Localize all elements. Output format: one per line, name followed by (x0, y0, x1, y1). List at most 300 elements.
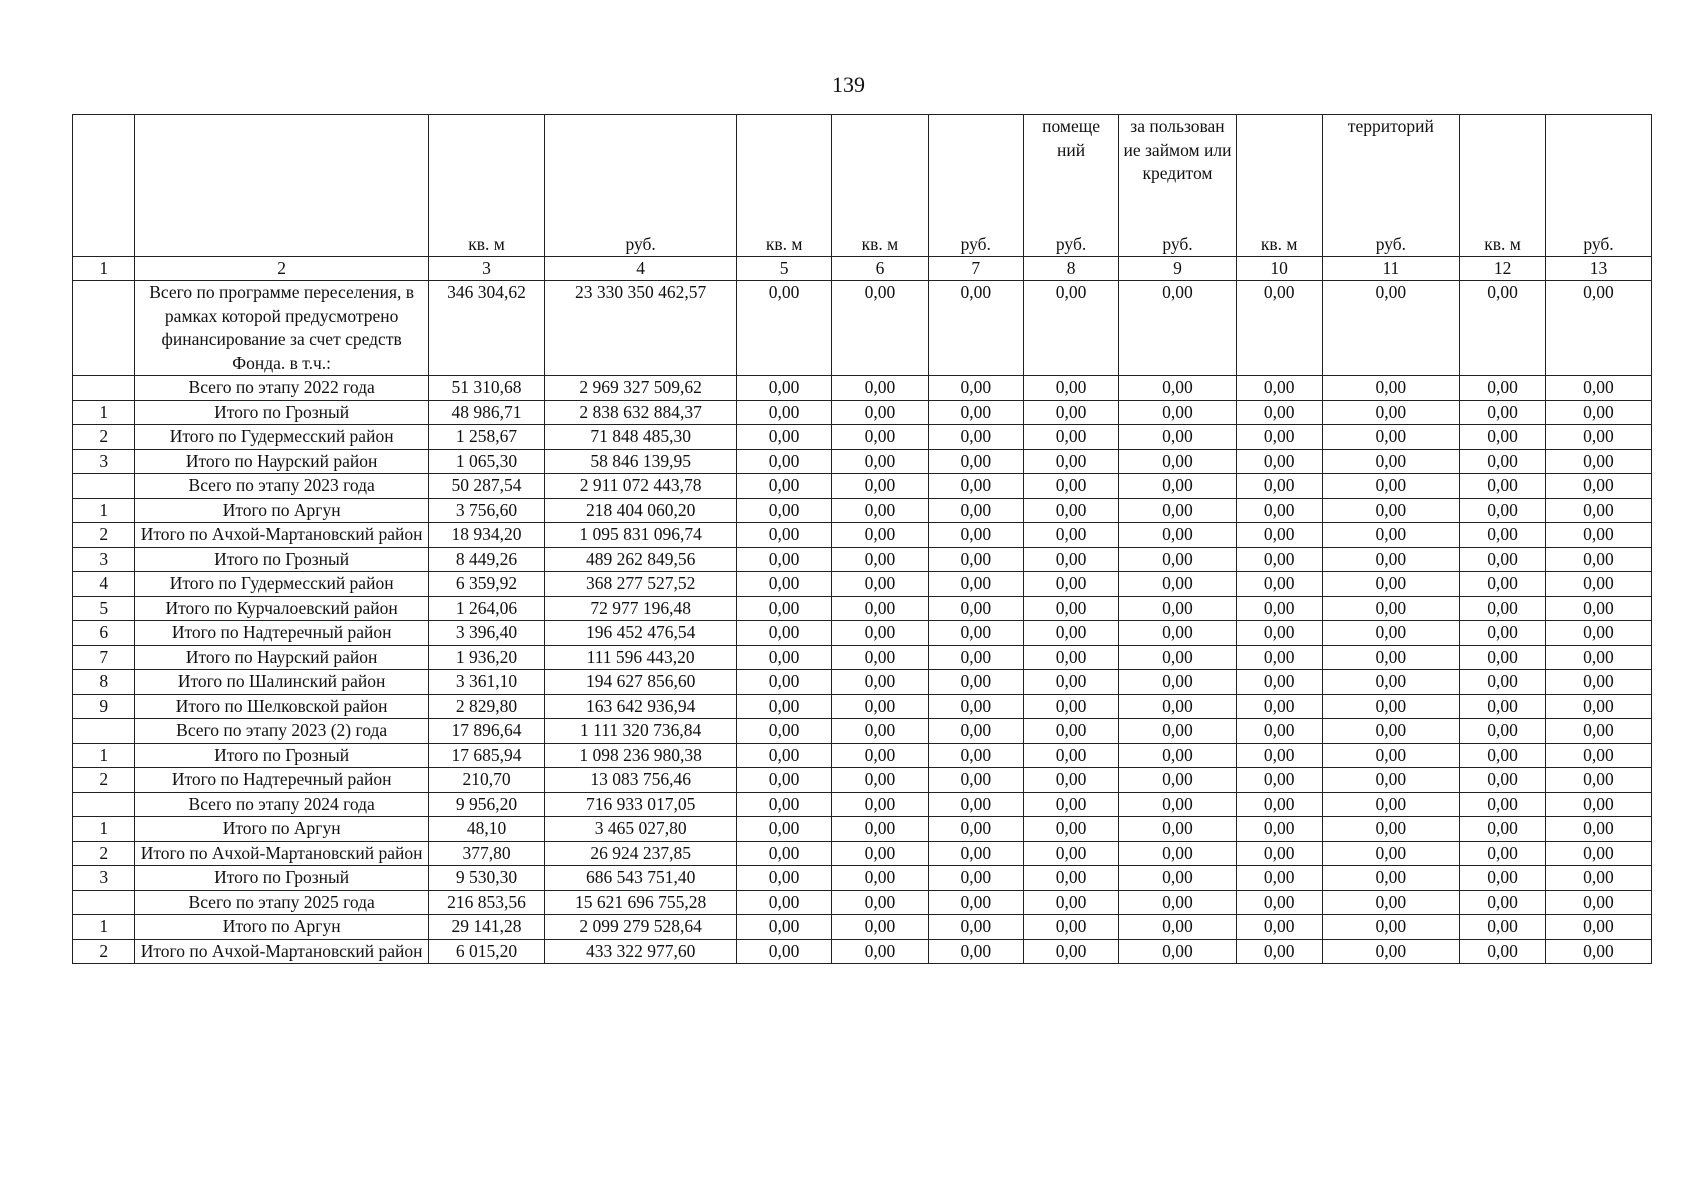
row-number: 7 (73, 645, 135, 670)
row-value: 0,00 (1322, 572, 1460, 597)
row-value: 0,00 (1023, 572, 1118, 597)
row-value: 0,00 (928, 376, 1023, 401)
row-cost: 2 969 327 509,62 (545, 376, 737, 401)
row-value: 0,00 (1119, 498, 1237, 523)
row-value: 0,00 (736, 817, 831, 842)
row-value: 0,00 (1119, 841, 1237, 866)
row-value: 0,00 (1322, 915, 1460, 940)
row-value: 0,00 (1023, 719, 1118, 744)
row-value: 0,00 (1322, 670, 1460, 695)
row-value: 0,00 (1322, 719, 1460, 744)
row-cost: 196 452 476,54 (545, 621, 737, 646)
row-value: 0,00 (832, 523, 928, 548)
row-value: 0,00 (1119, 890, 1237, 915)
row-name: Всего по этапу 2022 года (135, 376, 428, 401)
row-cost: 1 095 831 096,74 (545, 523, 737, 548)
row-value: 0,00 (928, 547, 1023, 572)
row-value: 0,00 (736, 841, 831, 866)
header-unit-cell: руб. (1545, 233, 1651, 257)
row-number: 3 (73, 866, 135, 891)
row-value: 0,00 (1023, 400, 1118, 425)
row-value: 0,00 (1119, 572, 1237, 597)
row-value: 0,00 (928, 498, 1023, 523)
row-value: 0,00 (1322, 400, 1460, 425)
column-number: 2 (135, 257, 428, 281)
header-unit-cell: кв. м (1236, 233, 1322, 257)
row-value: 0,00 (1460, 792, 1546, 817)
row-value: 0,00 (1236, 817, 1322, 842)
table-row (73, 817, 1652, 842)
row-value: 0,00 (736, 694, 831, 719)
row-value: 0,00 (736, 376, 831, 401)
row-value: 0,00 (1119, 792, 1237, 817)
row-value: 0,00 (1322, 890, 1460, 915)
row-value: 0,00 (1545, 915, 1651, 940)
column-number: 12 (1460, 257, 1546, 281)
header-text-cell (428, 115, 544, 234)
row-value: 0,00 (736, 768, 831, 793)
table-row (73, 841, 1652, 866)
row-name: Всего по программе переселения, в рамках которой предусмотрено финансирование за счет средств Фонда. в т.ч.: (135, 281, 428, 376)
row-number: 2 (73, 523, 135, 548)
row-number: 2 (73, 939, 135, 964)
row-area: 210,70 (428, 768, 544, 793)
row-value: 0,00 (736, 281, 831, 376)
row-value: 0,00 (928, 939, 1023, 964)
row-name: Итого по Грозный (135, 547, 428, 572)
row-value: 0,00 (1023, 645, 1118, 670)
row-name: Итого по Гудермесский район (135, 425, 428, 450)
header-text-cell (1545, 115, 1651, 234)
row-cost: 3 465 027,80 (545, 817, 737, 842)
row-value: 0,00 (1023, 425, 1118, 450)
header-unit-cell: руб. (928, 233, 1023, 257)
row-value: 0,00 (1119, 817, 1237, 842)
row-value: 0,00 (928, 694, 1023, 719)
row-value: 0,00 (1545, 449, 1651, 474)
column-number: 4 (545, 257, 737, 281)
row-value: 0,00 (736, 890, 831, 915)
row-value: 0,00 (736, 670, 831, 695)
header-unit-cell: руб. (1119, 233, 1237, 257)
row-value: 0,00 (1119, 474, 1237, 499)
row-value: 0,00 (1460, 719, 1546, 744)
row-area: 48 986,71 (428, 400, 544, 425)
row-value: 0,00 (832, 474, 928, 499)
row-value: 0,00 (1119, 719, 1237, 744)
row-value: 0,00 (1119, 621, 1237, 646)
row-value: 0,00 (1322, 792, 1460, 817)
row-value: 0,00 (1023, 694, 1118, 719)
row-value: 0,00 (1023, 743, 1118, 768)
page-number: 139 (832, 72, 865, 97)
row-value: 0,00 (736, 743, 831, 768)
row-number: 1 (73, 915, 135, 940)
header-unit-cell: руб. (1023, 233, 1118, 257)
row-value: 0,00 (1460, 743, 1546, 768)
row-area: 18 934,20 (428, 523, 544, 548)
row-value: 0,00 (1322, 939, 1460, 964)
row-value: 0,00 (1460, 621, 1546, 646)
header-text-cell: территорий (1322, 115, 1460, 234)
row-value: 0,00 (1322, 596, 1460, 621)
row-value: 0,00 (1545, 474, 1651, 499)
row-number (73, 890, 135, 915)
row-cost: 489 262 849,56 (545, 547, 737, 572)
row-area: 1 936,20 (428, 645, 544, 670)
row-value: 0,00 (1322, 768, 1460, 793)
row-value: 0,00 (928, 768, 1023, 793)
row-value: 0,00 (832, 376, 928, 401)
row-value: 0,00 (1322, 817, 1460, 842)
row-value: 0,00 (832, 719, 928, 744)
row-value: 0,00 (1545, 645, 1651, 670)
row-value: 0,00 (1236, 281, 1322, 376)
table-row (73, 596, 1652, 621)
row-area: 9 530,30 (428, 866, 544, 891)
row-name: Итого по Шелковской район (135, 694, 428, 719)
row-value: 0,00 (1545, 768, 1651, 793)
row-value: 0,00 (1322, 474, 1460, 499)
row-area: 216 853,56 (428, 890, 544, 915)
row-value: 0,00 (1119, 939, 1237, 964)
row-cost: 433 322 977,60 (545, 939, 737, 964)
row-value: 0,00 (928, 645, 1023, 670)
table-row (73, 376, 1652, 401)
row-value: 0,00 (736, 621, 831, 646)
row-value: 0,00 (1023, 596, 1118, 621)
row-value: 0,00 (1023, 890, 1118, 915)
row-value: 0,00 (928, 670, 1023, 695)
row-value: 0,00 (928, 866, 1023, 891)
row-value: 0,00 (1545, 866, 1651, 891)
row-value: 0,00 (832, 939, 928, 964)
row-area: 6 359,92 (428, 572, 544, 597)
row-value: 0,00 (928, 400, 1023, 425)
header-text-cell (928, 115, 1023, 234)
row-cost: 218 404 060,20 (545, 498, 737, 523)
row-value: 0,00 (832, 498, 928, 523)
row-value: 0,00 (832, 621, 928, 646)
row-number: 2 (73, 425, 135, 450)
row-area: 17 685,94 (428, 743, 544, 768)
row-number (73, 719, 135, 744)
row-value: 0,00 (928, 841, 1023, 866)
row-value: 0,00 (736, 596, 831, 621)
header-unit-cell: кв. м (736, 233, 831, 257)
row-value: 0,00 (1236, 596, 1322, 621)
row-value: 0,00 (928, 743, 1023, 768)
row-value: 0,00 (1236, 866, 1322, 891)
row-name: Итого по Ачхой-Мартановский район (135, 939, 428, 964)
row-value: 0,00 (928, 915, 1023, 940)
table-row (73, 890, 1652, 915)
row-value: 0,00 (1119, 694, 1237, 719)
row-value: 0,00 (1545, 547, 1651, 572)
header-text-cell (73, 115, 135, 234)
row-name: Итого по Ачхой-Мартановский район (135, 523, 428, 548)
table-row (73, 915, 1652, 940)
row-value: 0,00 (1236, 719, 1322, 744)
row-number (73, 376, 135, 401)
row-value: 0,00 (1023, 498, 1118, 523)
table-row (73, 281, 1652, 376)
row-name: Всего по этапу 2023 (2) года (135, 719, 428, 744)
row-value: 0,00 (1236, 376, 1322, 401)
row-area: 29 141,28 (428, 915, 544, 940)
row-value: 0,00 (736, 449, 831, 474)
table-row (73, 621, 1652, 646)
row-value: 0,00 (1236, 547, 1322, 572)
row-area: 1 264,06 (428, 596, 544, 621)
row-value: 0,00 (1545, 817, 1651, 842)
row-value: 0,00 (1023, 841, 1118, 866)
row-number: 3 (73, 547, 135, 572)
row-name: Всего по этапу 2024 года (135, 792, 428, 817)
row-value: 0,00 (1023, 449, 1118, 474)
row-value: 0,00 (1460, 425, 1546, 450)
row-value: 0,00 (1545, 621, 1651, 646)
row-name: Итого по Ачхой-Мартановский район (135, 841, 428, 866)
row-cost: 2 838 632 884,37 (545, 400, 737, 425)
row-value: 0,00 (832, 449, 928, 474)
row-name: Всего по этапу 2025 года (135, 890, 428, 915)
row-area: 48,10 (428, 817, 544, 842)
row-value: 0,00 (736, 400, 831, 425)
row-area: 3 756,60 (428, 498, 544, 523)
row-value: 0,00 (1236, 425, 1322, 450)
row-number: 1 (73, 743, 135, 768)
row-value: 0,00 (1460, 645, 1546, 670)
row-cost: 26 924 237,85 (545, 841, 737, 866)
row-cost: 23 330 350 462,57 (545, 281, 737, 376)
row-area: 6 015,20 (428, 939, 544, 964)
row-value: 0,00 (1545, 670, 1651, 695)
row-value: 0,00 (1545, 572, 1651, 597)
row-value: 0,00 (832, 425, 928, 450)
row-value: 0,00 (832, 281, 928, 376)
row-name: Итого по Курчалоевский район (135, 596, 428, 621)
row-value: 0,00 (1460, 572, 1546, 597)
column-number: 13 (1545, 257, 1651, 281)
row-value: 0,00 (928, 817, 1023, 842)
row-value: 0,00 (1460, 523, 1546, 548)
header-unit-cell: руб. (545, 233, 737, 257)
row-name: Итого по Аргун (135, 817, 428, 842)
row-value: 0,00 (1236, 939, 1322, 964)
row-value: 0,00 (832, 596, 928, 621)
row-value: 0,00 (1023, 768, 1118, 793)
row-value: 0,00 (1236, 915, 1322, 940)
row-cost: 13 083 756,46 (545, 768, 737, 793)
header-unit-cell (73, 233, 135, 257)
row-value: 0,00 (832, 645, 928, 670)
table-row (73, 719, 1652, 744)
row-name: Итого по Грозный (135, 866, 428, 891)
header-text-cell (545, 115, 737, 234)
row-value: 0,00 (736, 645, 831, 670)
row-number: 6 (73, 621, 135, 646)
row-value: 0,00 (1119, 523, 1237, 548)
column-number: 8 (1023, 257, 1118, 281)
table-row (73, 939, 1652, 964)
row-number (73, 474, 135, 499)
row-number: 2 (73, 841, 135, 866)
table-row (73, 670, 1652, 695)
row-value: 0,00 (928, 281, 1023, 376)
table-row (73, 400, 1652, 425)
column-number: 3 (428, 257, 544, 281)
table-row (73, 449, 1652, 474)
row-value: 0,00 (1236, 768, 1322, 793)
row-value: 0,00 (1545, 523, 1651, 548)
row-value: 0,00 (832, 841, 928, 866)
column-number: 1 (73, 257, 135, 281)
row-value: 0,00 (1460, 474, 1546, 499)
row-value: 0,00 (1023, 939, 1118, 964)
row-value: 0,00 (1322, 694, 1460, 719)
row-value: 0,00 (1236, 400, 1322, 425)
row-value: 0,00 (928, 474, 1023, 499)
row-value: 0,00 (1545, 743, 1651, 768)
row-value: 0,00 (1236, 694, 1322, 719)
row-value: 0,00 (1545, 376, 1651, 401)
row-value: 0,00 (1545, 425, 1651, 450)
row-number (73, 792, 135, 817)
row-value: 0,00 (736, 523, 831, 548)
row-name: Итого по Наурский район (135, 645, 428, 670)
row-cost: 686 543 751,40 (545, 866, 737, 891)
row-value: 0,00 (736, 547, 831, 572)
row-value: 0,00 (1023, 670, 1118, 695)
header-unit-cell: кв. м (428, 233, 544, 257)
header-unit-cell (135, 233, 428, 257)
row-name: Итого по Шалинский район (135, 670, 428, 695)
row-cost: 163 642 936,94 (545, 694, 737, 719)
row-value: 0,00 (832, 768, 928, 793)
row-value: 0,00 (1322, 449, 1460, 474)
row-cost: 1 111 320 736,84 (545, 719, 737, 744)
row-name: Итого по Аргун (135, 498, 428, 523)
row-value: 0,00 (736, 425, 831, 450)
row-name: Итого по Надтеречный район (135, 621, 428, 646)
row-number: 4 (73, 572, 135, 597)
header-text-cell (832, 115, 928, 234)
row-value: 0,00 (928, 425, 1023, 450)
row-value: 0,00 (1460, 817, 1546, 842)
row-area: 8 449,26 (428, 547, 544, 572)
row-value: 0,00 (1236, 841, 1322, 866)
header-text-cell (1460, 115, 1546, 234)
row-number: 8 (73, 670, 135, 695)
row-value: 0,00 (1460, 768, 1546, 793)
row-area: 377,80 (428, 841, 544, 866)
header-number-row (73, 257, 1652, 281)
row-value: 0,00 (832, 572, 928, 597)
row-value: 0,00 (1023, 281, 1118, 376)
row-value: 0,00 (1023, 547, 1118, 572)
column-number: 7 (928, 257, 1023, 281)
row-value: 0,00 (736, 866, 831, 891)
row-value: 0,00 (1236, 743, 1322, 768)
resettlement-table (72, 114, 1652, 964)
row-value: 0,00 (1236, 621, 1322, 646)
row-value: 0,00 (736, 915, 831, 940)
row-cost: 1 098 236 980,38 (545, 743, 737, 768)
header-unit-row (73, 233, 1652, 257)
row-value: 0,00 (832, 547, 928, 572)
row-area: 3 361,10 (428, 670, 544, 695)
row-name: Итого по Грозный (135, 400, 428, 425)
row-value: 0,00 (832, 817, 928, 842)
row-area: 1 065,30 (428, 449, 544, 474)
row-value: 0,00 (1460, 281, 1546, 376)
column-number: 10 (1236, 257, 1322, 281)
row-value: 0,00 (1236, 523, 1322, 548)
row-value: 0,00 (1236, 498, 1322, 523)
row-value: 0,00 (1119, 670, 1237, 695)
row-value: 0,00 (1460, 915, 1546, 940)
row-value: 0,00 (1119, 915, 1237, 940)
row-cost: 72 977 196,48 (545, 596, 737, 621)
header-text-cell: помеще ний (1023, 115, 1118, 234)
row-name: Итого по Аргун (135, 915, 428, 940)
table-row (73, 474, 1652, 499)
row-value: 0,00 (928, 621, 1023, 646)
row-value: 0,00 (832, 400, 928, 425)
header-text-cell: за пользован ие займом или кредитом (1119, 115, 1237, 234)
row-value: 0,00 (928, 572, 1023, 597)
row-number (73, 281, 135, 376)
row-value: 0,00 (1545, 498, 1651, 523)
table-row (73, 523, 1652, 548)
row-value: 0,00 (1119, 449, 1237, 474)
row-value: 0,00 (832, 915, 928, 940)
column-number: 11 (1322, 257, 1460, 281)
row-value: 0,00 (1236, 449, 1322, 474)
header-unit-cell: кв. м (1460, 233, 1546, 257)
row-number: 1 (73, 817, 135, 842)
row-area: 346 304,62 (428, 281, 544, 376)
row-value: 0,00 (832, 890, 928, 915)
row-name: Итого по Гудермесский район (135, 572, 428, 597)
row-value: 0,00 (1236, 645, 1322, 670)
row-value: 0,00 (1545, 939, 1651, 964)
row-value: 0,00 (736, 498, 831, 523)
table-row (73, 866, 1652, 891)
row-value: 0,00 (928, 890, 1023, 915)
row-value: 0,00 (1322, 547, 1460, 572)
row-value: 0,00 (1460, 694, 1546, 719)
row-value: 0,00 (832, 694, 928, 719)
row-value: 0,00 (736, 719, 831, 744)
row-value: 0,00 (1236, 890, 1322, 915)
row-value: 0,00 (1119, 645, 1237, 670)
row-value: 0,00 (832, 670, 928, 695)
column-number: 9 (1119, 257, 1237, 281)
row-value: 0,00 (1322, 498, 1460, 523)
row-cost: 111 596 443,20 (545, 645, 737, 670)
row-cost: 2 099 279 528,64 (545, 915, 737, 940)
row-value: 0,00 (1119, 768, 1237, 793)
row-value: 0,00 (1023, 866, 1118, 891)
row-value: 0,00 (1322, 645, 1460, 670)
row-cost: 2 911 072 443,78 (545, 474, 737, 499)
row-value: 0,00 (1119, 866, 1237, 891)
row-value: 0,00 (1023, 474, 1118, 499)
row-value: 0,00 (1545, 281, 1651, 376)
table-row (73, 547, 1652, 572)
